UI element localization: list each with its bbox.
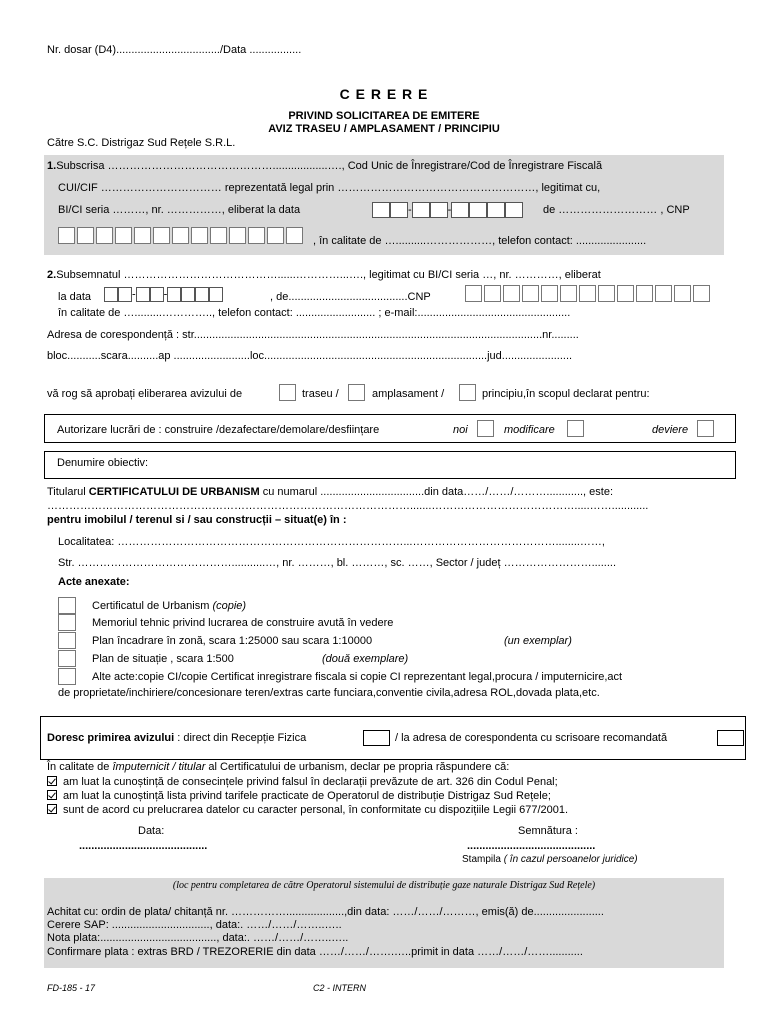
annex-item-2: Memoriul tehnic privind lucrarea de construire avută în vedere <box>92 617 394 629</box>
section-2-line-2b: , de.......................................CNP <box>270 291 431 303</box>
noi-checkbox[interactable] <box>477 420 494 437</box>
section-2-address-details: bloc...........scara..........ap .........................loc.........................................................................jud....................... <box>47 350 573 362</box>
date-line[interactable]: .......................................... <box>79 840 208 852</box>
delivery-mail-checkbox[interactable] <box>717 730 744 746</box>
classification-label: C2 - INTERN <box>313 983 367 993</box>
operator-heading: (loc pentru completarea de către Operatorul sistemului de distribuție gaze naturale Distrigaz Sud Rețele) <box>172 880 596 891</box>
section-1-line-3b: de ……………………… , CNP <box>543 204 690 216</box>
amplasament-label: amplasament / <box>372 388 445 400</box>
document-subtitle-1: PRIVIND SOLICITAREA DE EMITERE <box>288 110 480 122</box>
declaration-intro: În calitate de împuternicit / titular al Certificatului de urbanism, declar pe propria răspundere că: <box>47 761 510 773</box>
annex-checkbox-4[interactable] <box>58 650 76 667</box>
delivery-line: Doresc primirea avizului : direct din Recepție Fizica <box>47 732 307 744</box>
declaration-checkbox-1[interactable] <box>47 776 57 786</box>
locality-line: Localitatea: ……………………………………………………………………...…………………………………........……, <box>58 536 605 548</box>
section-2-date-boxes[interactable]: - - <box>104 287 223 302</box>
annex-checkbox-2[interactable] <box>58 614 76 631</box>
amplasament-checkbox[interactable] <box>348 384 365 401</box>
declaration-item-2: am luat la cunoștință lista privind tarifele practicate de Operatorul de distribuție Distrigaz Sud Rețele; <box>47 790 551 802</box>
section-2-address: Adresa de corespondență : str..................................................................................................................nr......... <box>47 329 579 341</box>
certificate-line-2: ……………………………………………………………………………………….......………………………………….....……............ <box>47 500 649 512</box>
recipient-line: Către S.C. Distrigaz Sud Rețele S.R.L. <box>47 137 236 149</box>
deviere-label: deviere <box>652 424 689 436</box>
operator-line-4: Confirmare plata : extras BRD / TREZORERIE din data ……/……/…….…..primit in data ……/……/……........... <box>47 946 583 958</box>
signature-label: Semnătura : <box>518 825 578 837</box>
declaration-item-1: am luat la cunoștință de consecințele privind falsul în declarații prevăzute de art. 326 din Codul Penal; <box>47 776 558 788</box>
annex-item-4: Plan de situație , scara 1:500 <box>92 653 234 665</box>
section-1-line-2: CUI/CIF …………………………… reprezentată legal prin ………………………………………………, legitimat cu, <box>58 182 601 194</box>
section-2-line-1: 2.Subsemnatul ……………………………………......…………...…., legitimat cu BI/CI seria …, nr. …………, eliberat <box>47 269 601 281</box>
principiu-label: principiu,în scopul declarat pentru: <box>482 388 650 400</box>
certificate-line-1: Titularul CERTIFICATULUI DE URBANISM cu numarul ..................................din data……/……/………............, este: <box>47 486 614 498</box>
annex-item-3-note: (un exemplar) <box>504 635 572 647</box>
section-2-cnp-boxes[interactable] <box>465 285 712 302</box>
section-2-number: 2. <box>47 269 57 281</box>
section-1-cnp-boxes[interactable] <box>58 227 305 244</box>
section-2-line-3: în calitate de ….........………….., telefon contact: .......................... ; e-mail:.................................................. <box>58 307 571 319</box>
annex-other-line-2: de proprietate/inchiriere/concesionare teren/extras carte funciara,conventie civila,adresa ROL,dovada plata,etc. <box>58 687 600 699</box>
delivery-mail-text: / la adresa de corespondenta cu scrisoare recomandată <box>395 732 668 744</box>
declaration-checkbox-2[interactable] <box>47 790 57 800</box>
objective-label: Denumire obiectiv: <box>57 457 149 469</box>
section-1-line-4: , în calitate de …..........………………, telefon contact: ....................... <box>313 235 647 247</box>
dossier-number-line: Nr. dosar (D4)................................../Data ................. <box>47 44 302 56</box>
form-code: FD-185 - 17 <box>47 983 96 993</box>
authorization-label: Autorizare lucrări de : construire /dezafectare/demolare/desființare <box>57 424 380 436</box>
operator-line-1: Achitat cu: ordin de plata/ chitanță nr. ……………...................,din data: ……/……/………, emis(ă) de....................... <box>47 906 604 918</box>
annex-item-1: Certificatul de Urbanism (copie) <box>92 600 247 612</box>
noi-label: noi <box>453 424 468 436</box>
section-1-line-1: 1.Subscrisa ………………………………………..................…., Cod Unic de Înregistrare/Cod de Înregistrare Fiscală <box>47 160 603 172</box>
delivery-reception-checkbox[interactable] <box>363 730 390 746</box>
operator-line-2: Cerere SAP: ................................, data:. ……/……/……..….. <box>47 919 342 931</box>
annexes-title: Acte anexate: <box>58 576 130 588</box>
annex-item-4-note: (două exemplare) <box>322 653 409 665</box>
section-1-line-3a: BI/CI seria ………, nr. ……………, eliberat la data <box>58 204 301 216</box>
annex-item-3: Plan încadrare în zonă, scara 1:25000 sau scara 1:10000 <box>92 635 373 647</box>
property-heading: pentru imobilul / terenul si / sau construcții – situat(e) în : <box>47 514 347 526</box>
modificare-checkbox[interactable] <box>567 420 584 437</box>
principiu-checkbox[interactable] <box>459 384 476 401</box>
traseu-label: traseu / <box>302 388 339 400</box>
declaration-checkbox-3[interactable] <box>47 804 57 814</box>
declaration-item-3: sunt de acord cu prelucrarea datelor cu caracter personal, în conformitate cu dispozițiile Legii 677/2001. <box>47 804 568 816</box>
annex-checkbox-5[interactable] <box>58 668 76 685</box>
deviere-checkbox[interactable] <box>697 420 714 437</box>
date-label: Data: <box>138 825 165 837</box>
stamp-note: Stampila ( în cazul persoanelor juridice) <box>462 854 638 865</box>
annex-checkbox-1[interactable] <box>58 597 76 614</box>
section-1-date-boxes[interactable]: - - <box>372 202 523 218</box>
request-text: vă rog să aprobați eliberarea avizului de <box>47 388 243 400</box>
street-line: Str. ……………………………………...........…, nr. ………, bl. ………, sc. ……, Sector / județ ……………………........ <box>58 557 617 569</box>
traseu-checkbox[interactable] <box>279 384 296 401</box>
document-subtitle-2: AVIZ TRASEU / AMPLASAMENT / PRINCIPIU <box>268 123 500 135</box>
signature-line[interactable]: .......................................... <box>467 840 596 852</box>
modificare-label: modificare <box>504 424 555 436</box>
document-title: C E R E R E <box>339 86 429 102</box>
annex-other-line-1: Alte acte:copie CI/copie Certificat inregistrare fiscala si copie CI reprezentant legal,procura / imputernicire,act <box>92 671 623 683</box>
section-1-number: 1. <box>47 160 57 172</box>
annex-checkbox-3[interactable] <box>58 632 76 649</box>
operator-line-3: Nota plata:......................................, data:. ……/……/……..….. <box>47 932 349 944</box>
section-2-line-2a: la data <box>58 291 92 303</box>
